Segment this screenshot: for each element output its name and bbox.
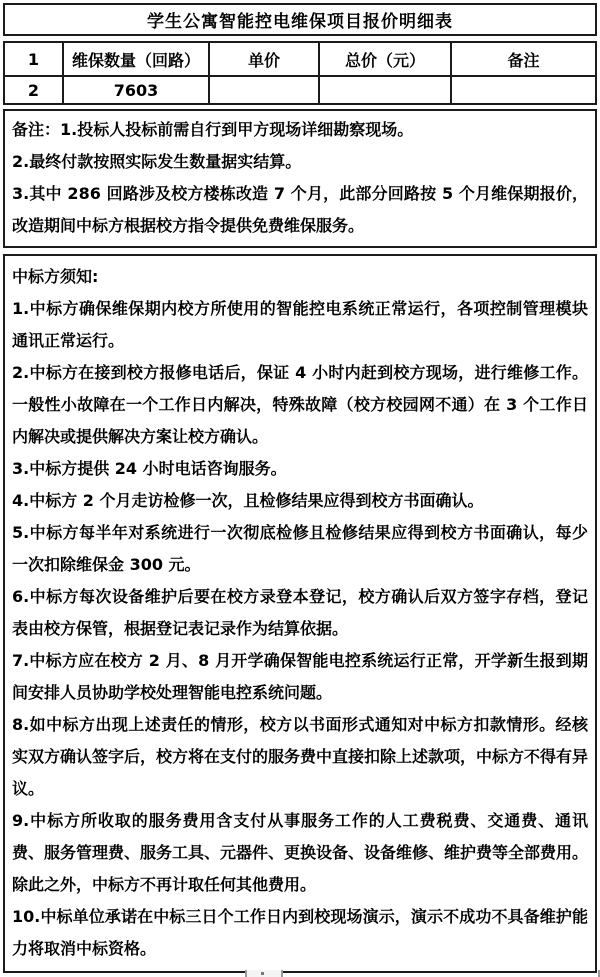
cell-row-number: 1 bbox=[4, 42, 63, 76]
cell-unit-price-value bbox=[209, 76, 319, 104]
cell-total-price-header: 总价（元） bbox=[319, 42, 451, 76]
notice-item: 4.中标方 2 个月走访检修一次，且检修结果应得到校方书面确认。 bbox=[12, 491, 484, 510]
cell-row-number: 2 bbox=[4, 76, 63, 104]
notice-item: 1.中标方确保维保期内校方所使用的智能控电系统正常运行，各项控制管理模块通讯正常运行。 bbox=[12, 299, 588, 350]
cell-total-price-value bbox=[319, 76, 451, 104]
table-title: 学生公寓智能控电维保项目报价明细表 bbox=[3, 3, 597, 36]
cell-remark-header: 备注 bbox=[451, 42, 596, 76]
cell-qty-value: 7603 bbox=[63, 76, 209, 104]
notice-item: 5.中标方每半年对系统进行一次彻底检修且检修结果应得到校方书面确认，每少一次扣除维保金 300 元。 bbox=[12, 523, 588, 574]
notice-items bbox=[12, 293, 588, 965]
table-row-data bbox=[4, 76, 596, 104]
notice-item: 8.如中标方出现上述责任的情形，校方以书面形式通知对中标方扣款情形。经核实双方确认签字后，校方将在支付的服务费中直接扣除上述款项，中标方不得有异议。 bbox=[12, 715, 589, 798]
notice-heading: 中标方须知: bbox=[12, 267, 99, 286]
notice-item: 10.中标单位承诺在中标三日个工作日内到校现场演示，演示不成功不具备维护能力将取消中标资格。 bbox=[12, 907, 588, 958]
notice-item: 7.中标方应在校方 2 月、8 月开学确保智能电控系统运行正常，开学新生报到期间安排人员协助学校处理智能电控系统问题。 bbox=[12, 651, 588, 702]
cell-qty-header: 维保数量（回路） bbox=[63, 42, 209, 76]
remark-line: 备注：1.投标人投标前需自行到甲方现场详细勘察现场。 bbox=[12, 120, 414, 139]
remark-line: 2.最终付款按照实际发生数量据实结算。 bbox=[12, 152, 302, 171]
notice-item: 9.中标方所收取的服务费用含支付从事服务工作的人工费税费、交通费、通讯费、服务管理费、服务工具、元器件、更换设备、设备维修、维护费等全部费用。除此之外，中标方不再计取任何其他费用。 bbox=[12, 811, 589, 894]
cell-unit-price-header: 单价 bbox=[209, 42, 319, 76]
notice-section bbox=[3, 254, 597, 973]
price-table bbox=[3, 41, 597, 105]
notice-item: 3.中标方提供 24 小时电话咨询服务。 bbox=[12, 459, 287, 478]
fragment-dot bbox=[261, 972, 264, 975]
notice-item: 2.中标方在接到校方报修电话后，保证 4 小时内赶到校方现场，进行维修工作。一般性小故障在一个工作日内解决，特殊故障（校方校园网不通）在 3 个工作日内解决或提供解决方案让校方确认。 bbox=[12, 363, 588, 446]
remark-line: 3.其中 286 回路涉及校方楼栋改造 7 个月，此部分回路按 5 个月维保期报价，改造期间中标方根据校方指令提供免费维保服务。 bbox=[12, 184, 588, 235]
remarks-section bbox=[3, 109, 597, 248]
page-bottom-table-fragment bbox=[245, 970, 283, 977]
table-row-header bbox=[4, 42, 596, 76]
notice-item: 6.中标方每次设备维护后要在校方录登本登记，校方确认后双方签字存档，登记表由校方保管，根据登记表记录作为结算依据。 bbox=[12, 587, 588, 638]
cell-remark-value bbox=[451, 76, 596, 104]
